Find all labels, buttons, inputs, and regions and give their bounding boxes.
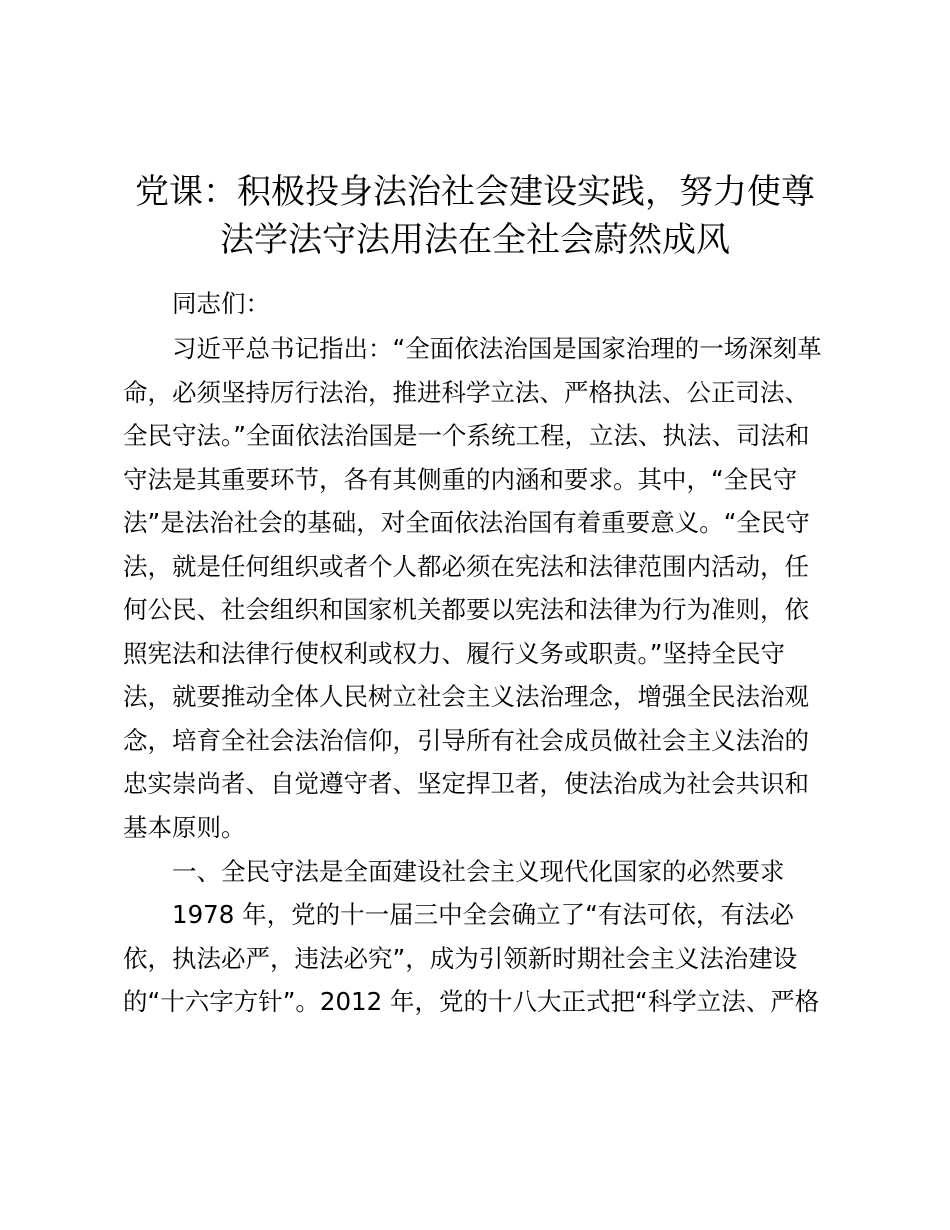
paragraph-line: 习近平总书记指出：“全面依法治国是国家治理的一场深刻革 (172, 334, 822, 363)
salutation: 同志们： (172, 289, 270, 318)
paragraph-line: 1978 年，党的十一届三中全会确立了“有法可依，有法必 (172, 900, 794, 929)
document-title (120, 168, 830, 264)
paragraph-line: 照宪法和法律行使权利或权力、履行义务或职责。”坚持全民守 (123, 639, 785, 668)
paragraph-line: 何公民、社会组织和国家机关都要以宪法和法律为行为准则，依 (123, 595, 809, 624)
paragraph-line: 全民守法。”全面依法治国是一个系统工程，立法、执法、司法和 (123, 421, 810, 450)
paragraph-line: 念，培育全社会法治信仰，引导所有社会成员做社会主义法治的 (123, 726, 809, 755)
paragraph-line: 法”是法治社会的基础，对全面依法治国有着重要意义。“全民守 (123, 508, 810, 537)
paragraph-line: 基本原则。 (123, 813, 246, 842)
title-line-1: 党课：积极投身法治社会建设实践，努力使尊 (135, 172, 815, 212)
paragraph-line: 忠实崇尚者、自觉遵守者、坚定捍卫者，使法治成为社会共识和 (123, 769, 809, 798)
title-line-2: 法学法守法用法在全社会蔚然成风 (220, 220, 730, 260)
paragraph-line: 命，必须坚持厉行法治，推进科学立法、严格执法、公正司法、 (123, 378, 809, 407)
paragraph-line: 法，就是任何组织或者个人都必须在宪法和法律范围内活动，任 (123, 552, 809, 581)
paragraph-line: 依，执法必严，违法必究”，成为引领新时期社会主义法治建设 (123, 944, 798, 973)
paragraph-line: 守法是其重要环节，各有其侧重的内涵和要求。其中，“全民守 (123, 465, 798, 494)
paragraph-line: 法，就要推动全体人民树立社会主义法治理念，增强全民法治观 (123, 682, 809, 711)
section-heading: 一、全民守法是全面建设社会主义现代化国家的必然要求 (172, 857, 785, 886)
paragraph-line: 的“十六字方针”。2012 年，党的十八大正式把“科学立法、严格 (123, 987, 820, 1016)
